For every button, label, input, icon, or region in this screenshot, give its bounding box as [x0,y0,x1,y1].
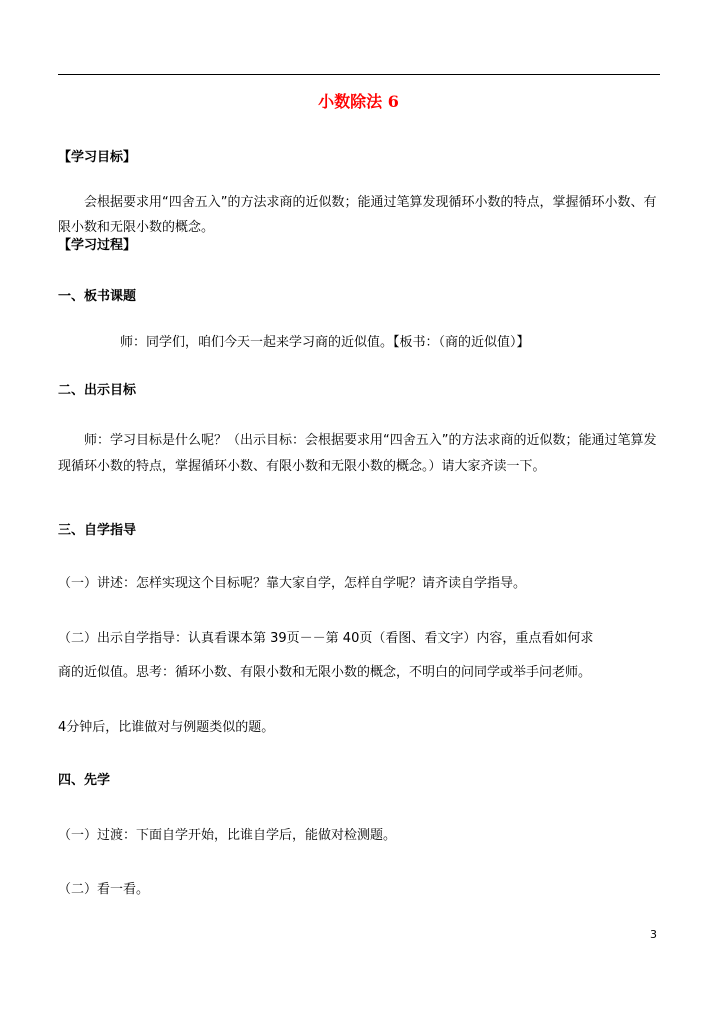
header-rule [58,74,660,75]
section-4-paragraph-1: （一）过渡：下面自学开始，比谁自学后，能做对检测题。 [58,828,397,843]
section-2-heading: 二、出示目标 [58,383,137,398]
section-3-paragraph-2-line-1: （二）出示自学指导：认真看课本第 39页－－第 40页（看图、看文字）内容，重点看如何求 [58,631,594,646]
section-3-paragraph-1: （一）讲述：怎样实现这个目标呢？靠大家自学，怎样自学呢？请齐读自学指导。 [58,576,527,591]
section-4-heading: 四、先学 [58,773,111,788]
page-number: 3 [650,928,657,941]
section-4-paragraph-2: （二）看一看。 [58,882,150,897]
section-3-paragraph-3: 4分钟后，比谁做对与例题类似的题。 [58,720,275,735]
section-3-paragraph-2-line-2: 商的近似值。思考：循环小数、有限小数和无限小数的概念，不明白的问同学或举手问老师。 [58,665,592,680]
section-1-text: 师：同学们，咱们今天一起来学习商的近似值。【板书：（商的近似值）】 [120,335,530,350]
section-1-heading: 一、板书课题 [58,289,137,304]
objectives-heading: 【学习目标】 [58,150,137,165]
document-title: 小数除法 6 [318,92,399,111]
section-2-text: 师：学习目标是什么呢？（出示目标：会根据要求用“四舍五入”的方法求商的近似数；能通过笔算发现循环小数的特点，掌握循环小数、有限小数和无限小数的概念。）请大家齐读一下。 [58,433,657,474]
section-3-heading: 三、自学指导 [58,523,137,538]
objectives-text: 会根据要求用“四舍五入”的方法求商的近似数；能通过笔算发现循环小数的特点，掌握循环小数、有限小数和无限小数的概念。 [58,195,657,235]
process-heading: 【学习过程】 [58,238,137,253]
